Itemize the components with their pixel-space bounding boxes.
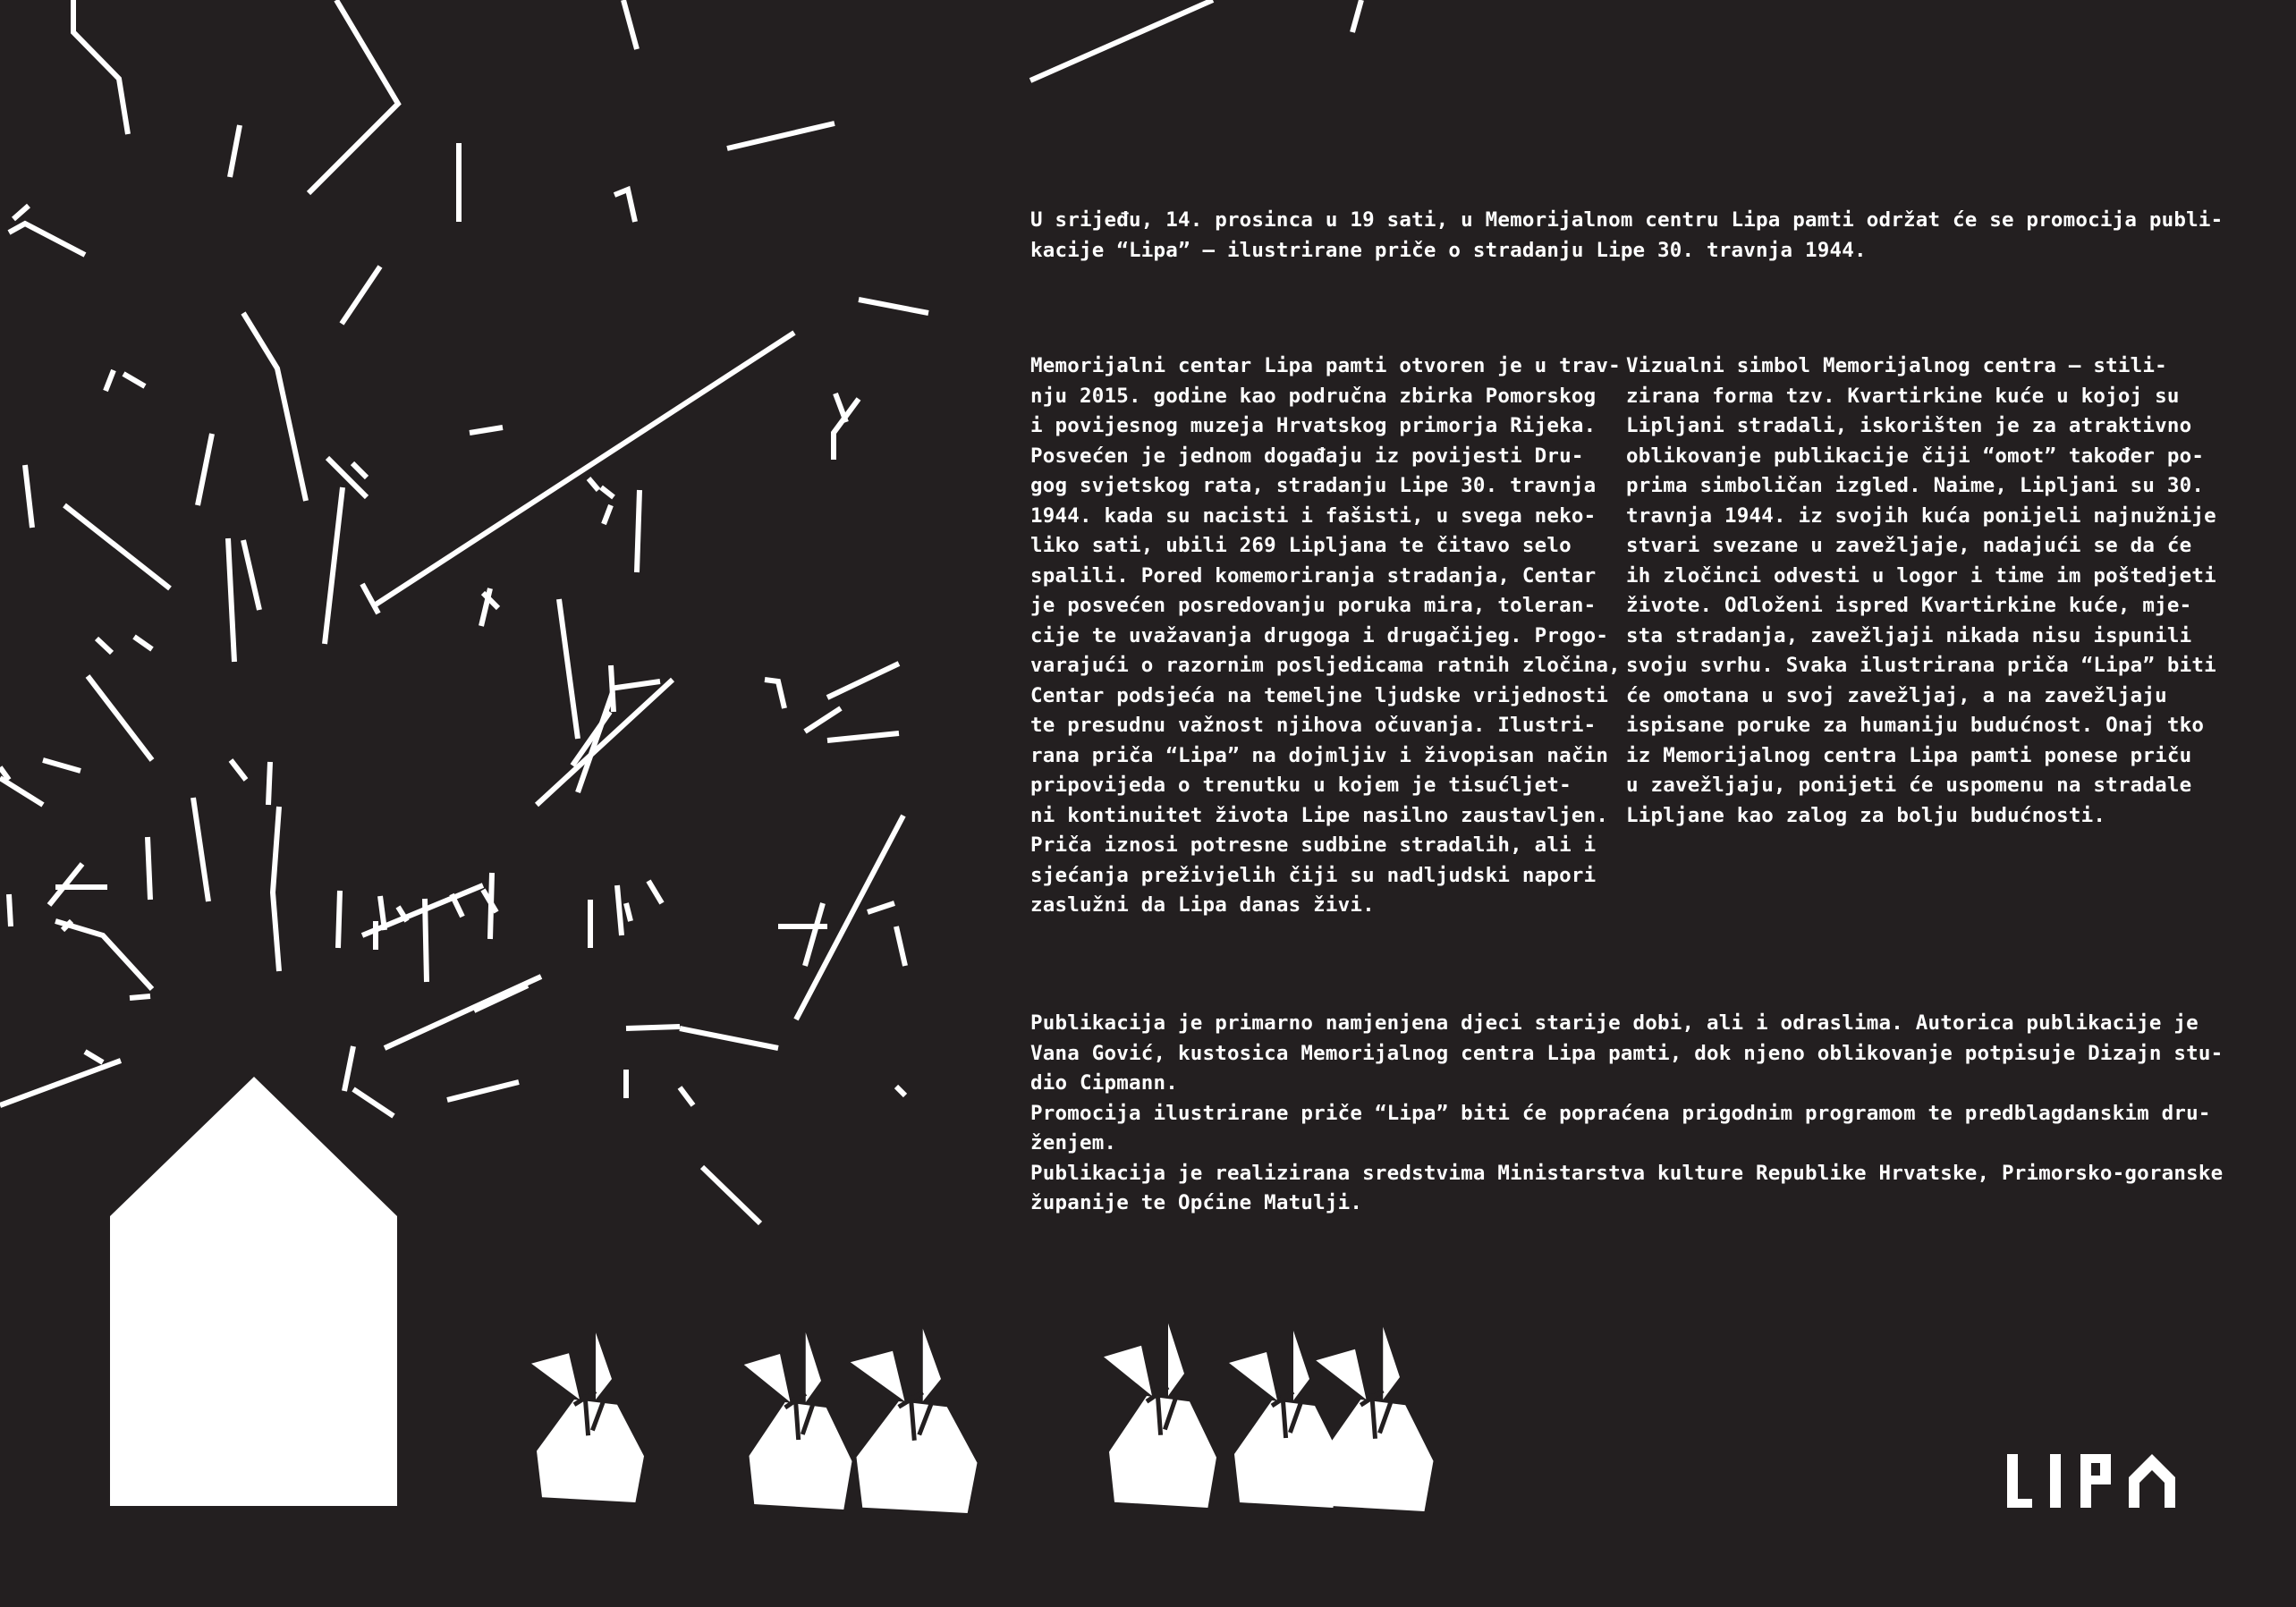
closing-paragraph: Publikacija je primarno namjenjena djeci starije dobi, ali i odraslima. Autorica publikacije je Vana Gović, kustosica Memorijalnog centra Lipa pamti, dok njeno oblikovanje potpisuje Dizajn stu- dio Cipmann. Promocija ilustrirane priče “Lipa” biti će popraćena prigodnim programom te predblagdanskim dru- ženjem. Publikacija je realizirana sredstvima Ministarstva kulture Republike Hrvatske, Primorsko-goranske županije te Općine Matulji.: [1030, 1011, 2224, 1214]
bundles-icon: [531, 1324, 1434, 1513]
house-icon: [110, 1077, 397, 1506]
lipa-logo: [2004, 1454, 2182, 1511]
right-column-text: Vizualni simbol Memorijalnog centra – stili- zirana forma tzv. Kvartirkine kuće u kojoj su Lipljani stradali, iskorišten je za atraktivno oblikovanje publikacije čiji “omot” također po- prima simboličan izgled. Naime, Lipljani su 30. travnja 1944. iz svojih kuća ponijeli najnužnije stvari svezane u zavežljaje, nadajući se da će ih zločinci odvesti u logor i time im poštedjeti živote. Odloženi ispred Kvartirkine kuće, mje- sta stradanja, zavežljaji nikada nisu ispunili svoju svrhu. Svaka ilustrirana priča “Lipa” biti će omotana u svoj zavežljaj, a na zavežljaju ispisane poruke za humaniju budućnost. Onaj tko iz Memorijalnog centra Lipa pamti ponese priču u zavežljaju, ponijeti će uspomenu na stradale Lipljane kao zalog za bolju budućnosti.: [1626, 354, 2216, 827]
left-column-text: Memorijalni centar Lipa pamti otvoren je u trav- nju 2015. godine kao područna zbirka Pomorskog i povijesnog muzeja Hrvatskog primorja Rijeka. Posvećen je jednom događaju iz povijesti Dru- gog svjetskog rata, stradanju Lipe 30. travnja 1944. kada su nacisti i fašisti, u svega neko- liko sati, ubili 269 Lipljana te čitavo selo spalili. Pored komemoriranja stradanja, Centar je posvećen posredovanju poruka mira, toleran- cije te uvažavanja drugoga i drugačijeg. Progo- varajući o razornim posljedicama ratnih zločina, Centar podsjeća na temeljne ljudske vrijednosti te presudnu važnost njihova očuvanja. Ilustri- rana priča “Lipa” na dojmljiv i živopisan način pripovijeda o trenutku u kojem je tisućljet- ni kontinuitet života Lipe nasilno zaustavljen. Priča iznosi potresne sudbine stradalih, ali i sjećanja preživjelih čiji su nadljudski napori zaslužni da Lipa danas živi.: [1030, 354, 1621, 917]
intro-paragraph: U srijeđu, 14. prosinca u 19 sati, u Memorijalnom centru Lipa pamti održat će se promocija publi- kacije “Lipa” – ilustrirane priče o stradanju Lipe 30. travnja 1944.: [1030, 208, 2224, 262]
lipa-logo-mark: [2004, 1454, 2182, 1508]
